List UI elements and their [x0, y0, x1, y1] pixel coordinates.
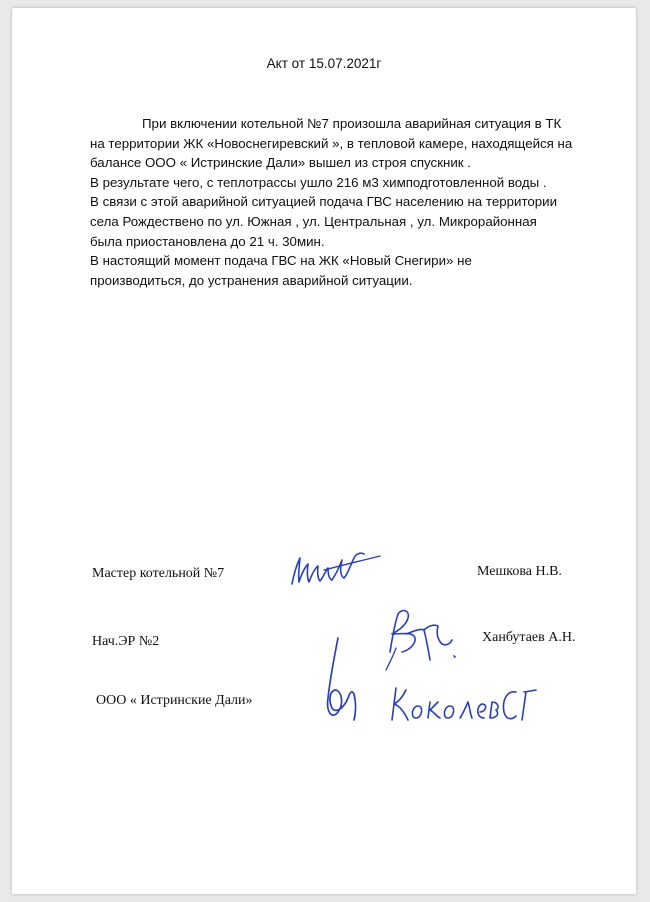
signature-khanbutaev — [376, 604, 466, 674]
signature-company-scribble — [312, 628, 372, 728]
signature-kokolev-handwritten — [388, 680, 538, 728]
body-line: производиться, до устранения аварийной ситуации. — [90, 272, 413, 288]
body-line: В настоящий момент подача ГВС на ЖК «Новый Снегири» не — [90, 253, 472, 269]
signer-name-khanbutaev: Ханбутаев А.Н. — [482, 630, 576, 645]
signature-meshkova — [284, 546, 384, 592]
signature-position-head: Нач.ЭР №2 — [92, 634, 160, 649]
body-line: на территории ЖК «Новоснегиревский », в тепловой камере, находящейся на — [90, 135, 573, 151]
body-line: В связи с этой аварийной ситуацией подача ГВС населению на территории — [90, 194, 558, 210]
body-line: была приостановлена до 21 ч. 30мин. — [90, 233, 325, 249]
signature-position-company: ООО « Истринские Дали» — [96, 693, 253, 708]
body-line: При включении котельной №7 произошла аварийная ситуация в ТК — [142, 116, 562, 131]
document-title: Акт от 15.07.2021г — [266, 56, 382, 71]
body-line: В результате чего, с теплотрассы ушло 216 м3 химподготовленной воды . — [90, 174, 547, 190]
signer-name-meshkova: Мешкова Н.В. — [477, 564, 562, 579]
signature-position-master: Мастер котельной №7 — [92, 566, 225, 581]
document-page — [12, 8, 636, 894]
document-body — [90, 114, 610, 290]
body-line: балансе ООО « Истринские Дали» вышел из строя спускник . — [90, 155, 471, 171]
body-line: села Рождествено по ул. Южная , ул. Центральная , ул. Микрорайонная — [90, 213, 537, 229]
